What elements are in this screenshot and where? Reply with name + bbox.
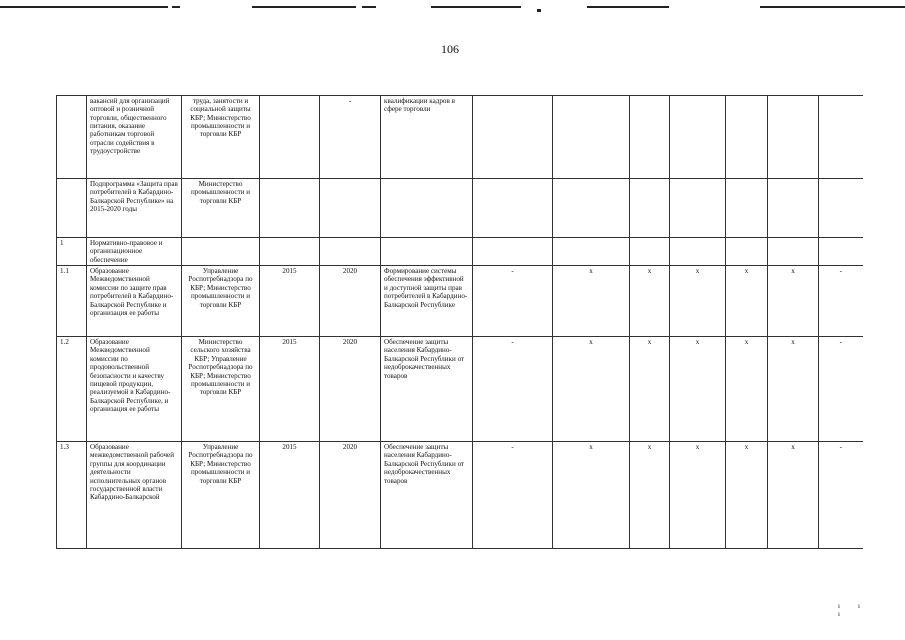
indicator-4-cell [670,96,726,179]
executor-cell: Управление Роспотребнадзора по КБР; Министерство промышленности и торговли КБР [182,442,260,549]
indicator-5-cell: x [726,266,768,337]
measure-name-cell: Образование Межведомственной комиссии по защите прав потребителей в Кабардино-Балкарской Республике и организация ее работы [87,266,182,337]
indicator-6-cell: x [768,337,819,442]
indicator-1-cell: - [473,266,553,337]
expected-result-cell: Обеспечение защиты населения Кабардино-Балкарской Республики от недоброкачественных товаров [381,337,473,442]
table-row [57,337,863,442]
start-year-cell [260,96,320,179]
indicator-7-cell: - [819,266,863,337]
end-year-cell: 2020 [320,442,381,549]
executor-cell: Управление Роспотребнадзора по КБР; Министерство промышленности и торговли КБР [182,266,260,337]
start-year-cell: 2015 [260,442,320,549]
measure-name-cell: Нормативно-правовое и организационное обеспечение [87,238,182,266]
indicator-3-cell [630,238,670,266]
indicator-2-cell: x [553,337,630,442]
indicator-7-cell [819,96,863,179]
table-row [57,96,863,179]
end-year-cell: 2020 [320,337,381,442]
indicator-3-cell [630,96,670,179]
indicator-7-cell [819,238,863,266]
scan-artifact-line [760,6,905,8]
indicator-5-cell: x [726,337,768,442]
indicator-2-cell: x [553,266,630,337]
measures-table [56,95,863,549]
table-row [57,179,863,238]
scan-artifact-line [431,6,521,8]
indicator-6-cell [768,179,819,238]
corner-marks [838,602,905,618]
measure-name-cell: Подпрограмма «Защита прав потребителей в Кабардино-Балкарской Республике» на 2015-2020 годы [87,179,182,238]
end-year-cell: 2020 [320,266,381,337]
corner-mark: ı [838,602,858,610]
measure-name-cell: вакансий для организаций оптовой и розничной торговли, общественного питания, оказание работникам торговой отрасли содействия в трудоустройстве [87,96,182,179]
page-number: 106 [441,42,459,56]
indicator-4-cell [670,238,726,266]
measure-name-cell: Образование Межведомственной комиссии по продовольственной безопасности и качеству пищевой продукции, реализуемой в Кабардино-Балкарской Республике, и организация ее работы [87,337,182,442]
indicator-5-cell [726,96,768,179]
start-year-cell [260,179,320,238]
indicator-5-cell: x [726,442,768,549]
indicator-4-cell: x [670,442,726,549]
scan-artifact-line [362,6,376,8]
executor-cell [182,238,260,266]
indicator-7-cell [819,179,863,238]
indicator-4-cell: x [670,337,726,442]
end-year-cell: - [320,96,381,179]
row-number-cell: 1.3 [57,442,87,549]
executor-cell: труда, занятости и социальной защиты КБР; Министерство промышленности и торговли КБР [182,96,260,179]
indicator-4-cell: x [670,266,726,337]
measure-name-cell: Образование межведомственной рабочей группы для координации деятельности исполнительных органов государственной власти Кабардино-Балкарской [87,442,182,549]
indicator-2-cell [553,96,630,179]
table-row [57,238,863,266]
indicator-6-cell [768,96,819,179]
row-number-cell: 1.1 [57,266,87,337]
row-number-cell [57,96,87,179]
indicator-3-cell: x [630,442,670,549]
indicator-5-cell [726,179,768,238]
table-row [57,266,863,337]
row-number-cell: 1.2 [57,337,87,442]
expected-result-cell [381,179,473,238]
start-year-cell: 2015 [260,266,320,337]
indicator-6-cell: x [768,442,819,549]
indicator-7-cell: - [819,442,863,549]
scan-artifact-line [537,9,541,12]
indicator-2-cell [553,179,630,238]
indicator-1-cell [473,179,553,238]
indicator-2-cell [553,238,630,266]
executor-cell: Министерство сельского хозяйства КБР; Управление Роспотребнадзора по КБР; Министерство промышленности и торговли КБР [182,337,260,442]
indicator-1-cell [473,238,553,266]
expected-result-cell [381,238,473,266]
indicator-4-cell [670,179,726,238]
start-year-cell [260,238,320,266]
indicator-3-cell: x [630,266,670,337]
end-year-cell [320,238,381,266]
scan-artifact-line [587,6,669,8]
indicator-5-cell [726,238,768,266]
row-number-cell: 1 [57,238,87,266]
row-number-cell [57,179,87,238]
indicator-3-cell: x [630,337,670,442]
scan-artifact-line [252,6,356,8]
indicator-3-cell [630,179,670,238]
end-year-cell [320,179,381,238]
indicator-1-cell [473,96,553,179]
expected-result-cell: Обеспечение защиты населения Кабардино-Балкарской Республики от недоброкачественных товаров [381,442,473,549]
indicator-1-cell: - [473,442,553,549]
indicator-7-cell: - [819,337,863,442]
indicator-6-cell [768,238,819,266]
table-row [57,442,863,549]
indicator-6-cell: x [768,266,819,337]
scan-artifact-line [0,6,168,8]
expected-result-cell: Формирование системы обеспечения эффективной и доступной защиты прав потребителей в Кабардино-Балкарской Республике [381,266,473,337]
indicator-1-cell: - [473,337,553,442]
scan-artifact-line [172,6,180,8]
indicator-2-cell: x [553,442,630,549]
expected-result-cell: квалификации кадров в сфере торговли [381,96,473,179]
start-year-cell: 2015 [260,337,320,442]
executor-cell: Министерство промышленности и торговли КБР [182,179,260,238]
corner-mark: ı ı [838,602,878,618]
